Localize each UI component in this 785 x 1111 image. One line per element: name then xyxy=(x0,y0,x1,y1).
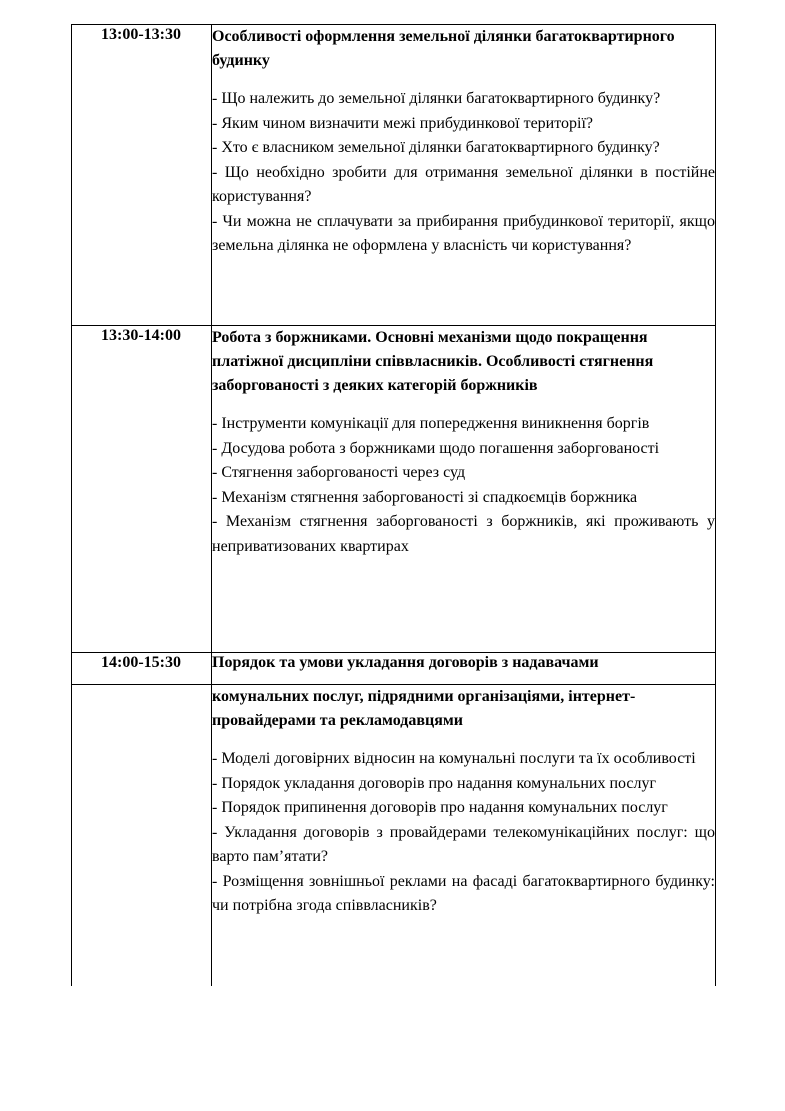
topic-item: - Інструменти комунікації для попередження виникнення боргів xyxy=(212,415,650,432)
topic-item: - Досудова робота з боржниками щодо погашення заборгованості xyxy=(212,439,660,457)
row-content xyxy=(212,326,715,559)
row-time: 14:00-15:30 xyxy=(101,654,181,671)
session-title: Порядок та умови укладання договорів з надавачами xyxy=(212,654,599,671)
topic-item: - Укладання договорів з провайдерами телекомунікаційних послуг: що варто пам’ятати? xyxy=(212,823,715,865)
table-border-right xyxy=(715,24,716,986)
row-content xyxy=(212,652,715,674)
session-title: Робота з боржниками. Основні механізми щодо покращення платіжної дисципліни співвласників. Особливості стягнення заборгованості з деяких категорій боржників xyxy=(212,329,654,394)
topic-item: - Яким чином визначити межі прибудинкової території? xyxy=(212,114,593,132)
row-time: 13:00-13:30 xyxy=(101,26,181,43)
topic-list xyxy=(212,412,715,559)
session-title-continued: комунальних послуг, підрядними організаціями, інтернет-провайдерами та рекламодавцями xyxy=(212,688,636,729)
session-title: Особливості оформлення земельної ділянки багатоквартирного будинку xyxy=(212,28,675,69)
topic-list xyxy=(212,87,715,259)
topic-item: - Механізм стягнення заборгованості з боржників, які проживають у неприватизованих квартирах xyxy=(212,513,715,555)
topic-item: - Що належить до земельної ділянки багатоквартирного будинку? xyxy=(212,90,661,107)
topic-item: - Хто є власником земельної ділянки багатоквартирного будинку? xyxy=(212,139,660,156)
topic-item: - Розміщення зовнішньої реклами на фасаді багатоквартирного будинку: чи потрібна згода співвласників? xyxy=(212,872,715,914)
topic-item: - Механізм стягнення заборгованості зі спадкоємців боржника xyxy=(212,488,638,506)
row-content xyxy=(212,25,715,259)
topic-item: - Порядок укладання договорів про надання комунальних послуг xyxy=(212,774,657,792)
topic-item: - Порядок припинення договорів про надання комунальних послуг xyxy=(212,799,668,816)
row-content-continued xyxy=(212,685,715,919)
topic-item: - Моделі договірних відносин на комунальні послуги та їх особливості xyxy=(212,750,696,767)
topic-item: - Чи можна не сплачувати за прибирання прибудинкової території, якщо земельна ділянка не оформлена у власність чи користування? xyxy=(212,212,715,254)
row-time: 13:30-14:00 xyxy=(101,327,181,344)
topic-item: - Стягнення заборгованості через суд xyxy=(212,464,466,481)
topic-item: - Що необхідно зробити для отримання земельної ділянки в постійне користування? xyxy=(212,163,715,205)
topic-list xyxy=(212,747,715,919)
table-border-left xyxy=(71,24,72,986)
